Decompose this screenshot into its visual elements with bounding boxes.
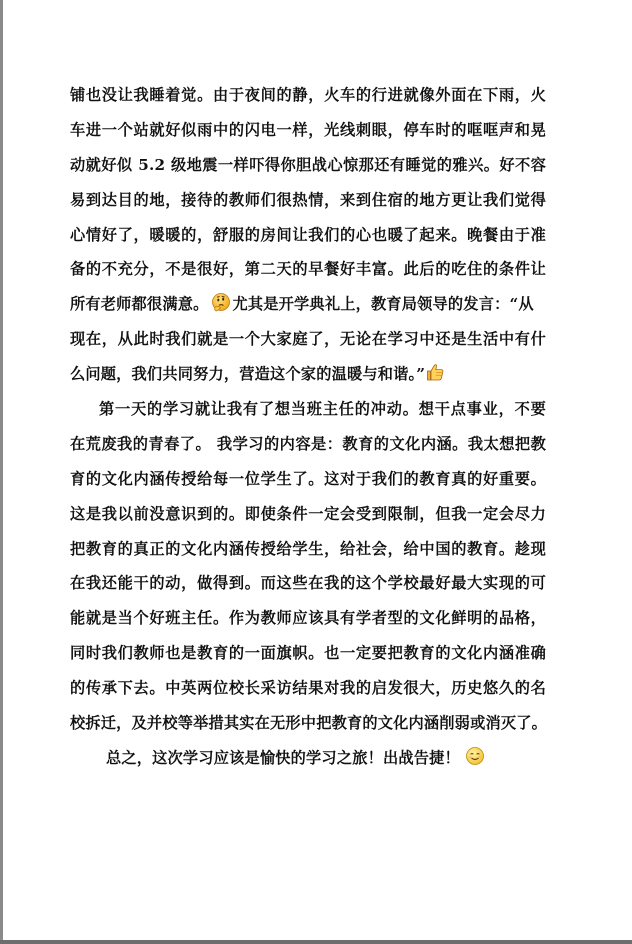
text-line-3: 动就好似 5.2 级地震一样吓得你胆战心惊那还有睡觉的雅兴。好不容	[70, 155, 546, 174]
text-line-17: 同时我们教师也是教育的一面旗帜。也一定要把教育的文化内涵准确	[70, 644, 546, 663]
viewer-bottom-edge	[0, 940, 632, 944]
text-line-15: 在我还能干的动，做得到。而这些在我的这个学校最好最大实现的可	[70, 574, 546, 593]
thinking-face-icon	[211, 292, 231, 312]
text-line-16: 能就是当个好班主任。作为教师应该具有学者型的文化鲜明的品格，	[70, 609, 546, 628]
text-line-2: 车进一个站就好似雨中的闪电一样，光线刺眼，停车时的哐哐声和晃	[70, 120, 546, 139]
text-line-12: 育的文化内涵传授给每一位学生了。这对于我们的教育真的好重要。	[70, 469, 546, 488]
viewer-left-edge	[0, 0, 3, 944]
text-line-7-end: 尤其是开学典礼上，教育局领导的发言：“从	[232, 295, 534, 314]
text-line-19: 校拆迁，及并校等举措其实在无形中把教育的文化内涵削弱或消灭了。	[70, 714, 548, 733]
document-page	[70, 83, 546, 781]
text-line-18: 的传承下去。中英两位校长采访结果对我的启发很大，历史悠久的名	[70, 679, 546, 698]
text-line-7	[70, 292, 546, 327]
text-line-13: 这是我以前没意识到的。即使条件一定会受到限制，但我一定会尽力	[70, 504, 546, 523]
text-line-1: 铺也没让我睡着觉。由于夜间的静，火车的行进就像外面在下雨，火	[70, 86, 546, 104]
text-line-9	[70, 362, 546, 397]
text-line-5: 心情好了，暖暖的，舒服的房间让我们的心也暖了起来。晚餐由于准	[70, 225, 546, 244]
text-line-11: 在荒废我的青春了。 我学习的内容是：教育的文化内涵。我太想把教	[70, 434, 546, 453]
closing-text: 总之，这次学习应该是愉快的学习之旅！出战告捷！	[106, 748, 460, 767]
smiling-face-icon	[465, 746, 485, 766]
text-line-6: 备的不充分，不是很好，第二天的早餐好丰富。此后的吃住的条件让	[70, 260, 546, 279]
thumbs-up-icon	[425, 362, 445, 382]
text-line-8: 现在，从此时我们就是一个大家庭了，无论在学习中还是生活中有什	[70, 330, 546, 349]
text-line-7-start: 所有老师都很满意。	[70, 295, 209, 314]
text-line-10: 第一天的学习就让我有了想当班主任的冲动。想干点事业，不要	[99, 400, 546, 419]
closing-line	[70, 746, 546, 781]
text-line-4: 易到达目的地，接待的教师们很热情，来到住宿的地方更让我们觉得	[70, 190, 546, 209]
text-line-9-text: 么问题，我们共同努力，营造这个家的温暖与和谐。”	[70, 365, 426, 384]
text-line-14: 把教育的真正的文化内涵传授给学生，给社会，给中国的教育。趁现	[70, 539, 546, 558]
